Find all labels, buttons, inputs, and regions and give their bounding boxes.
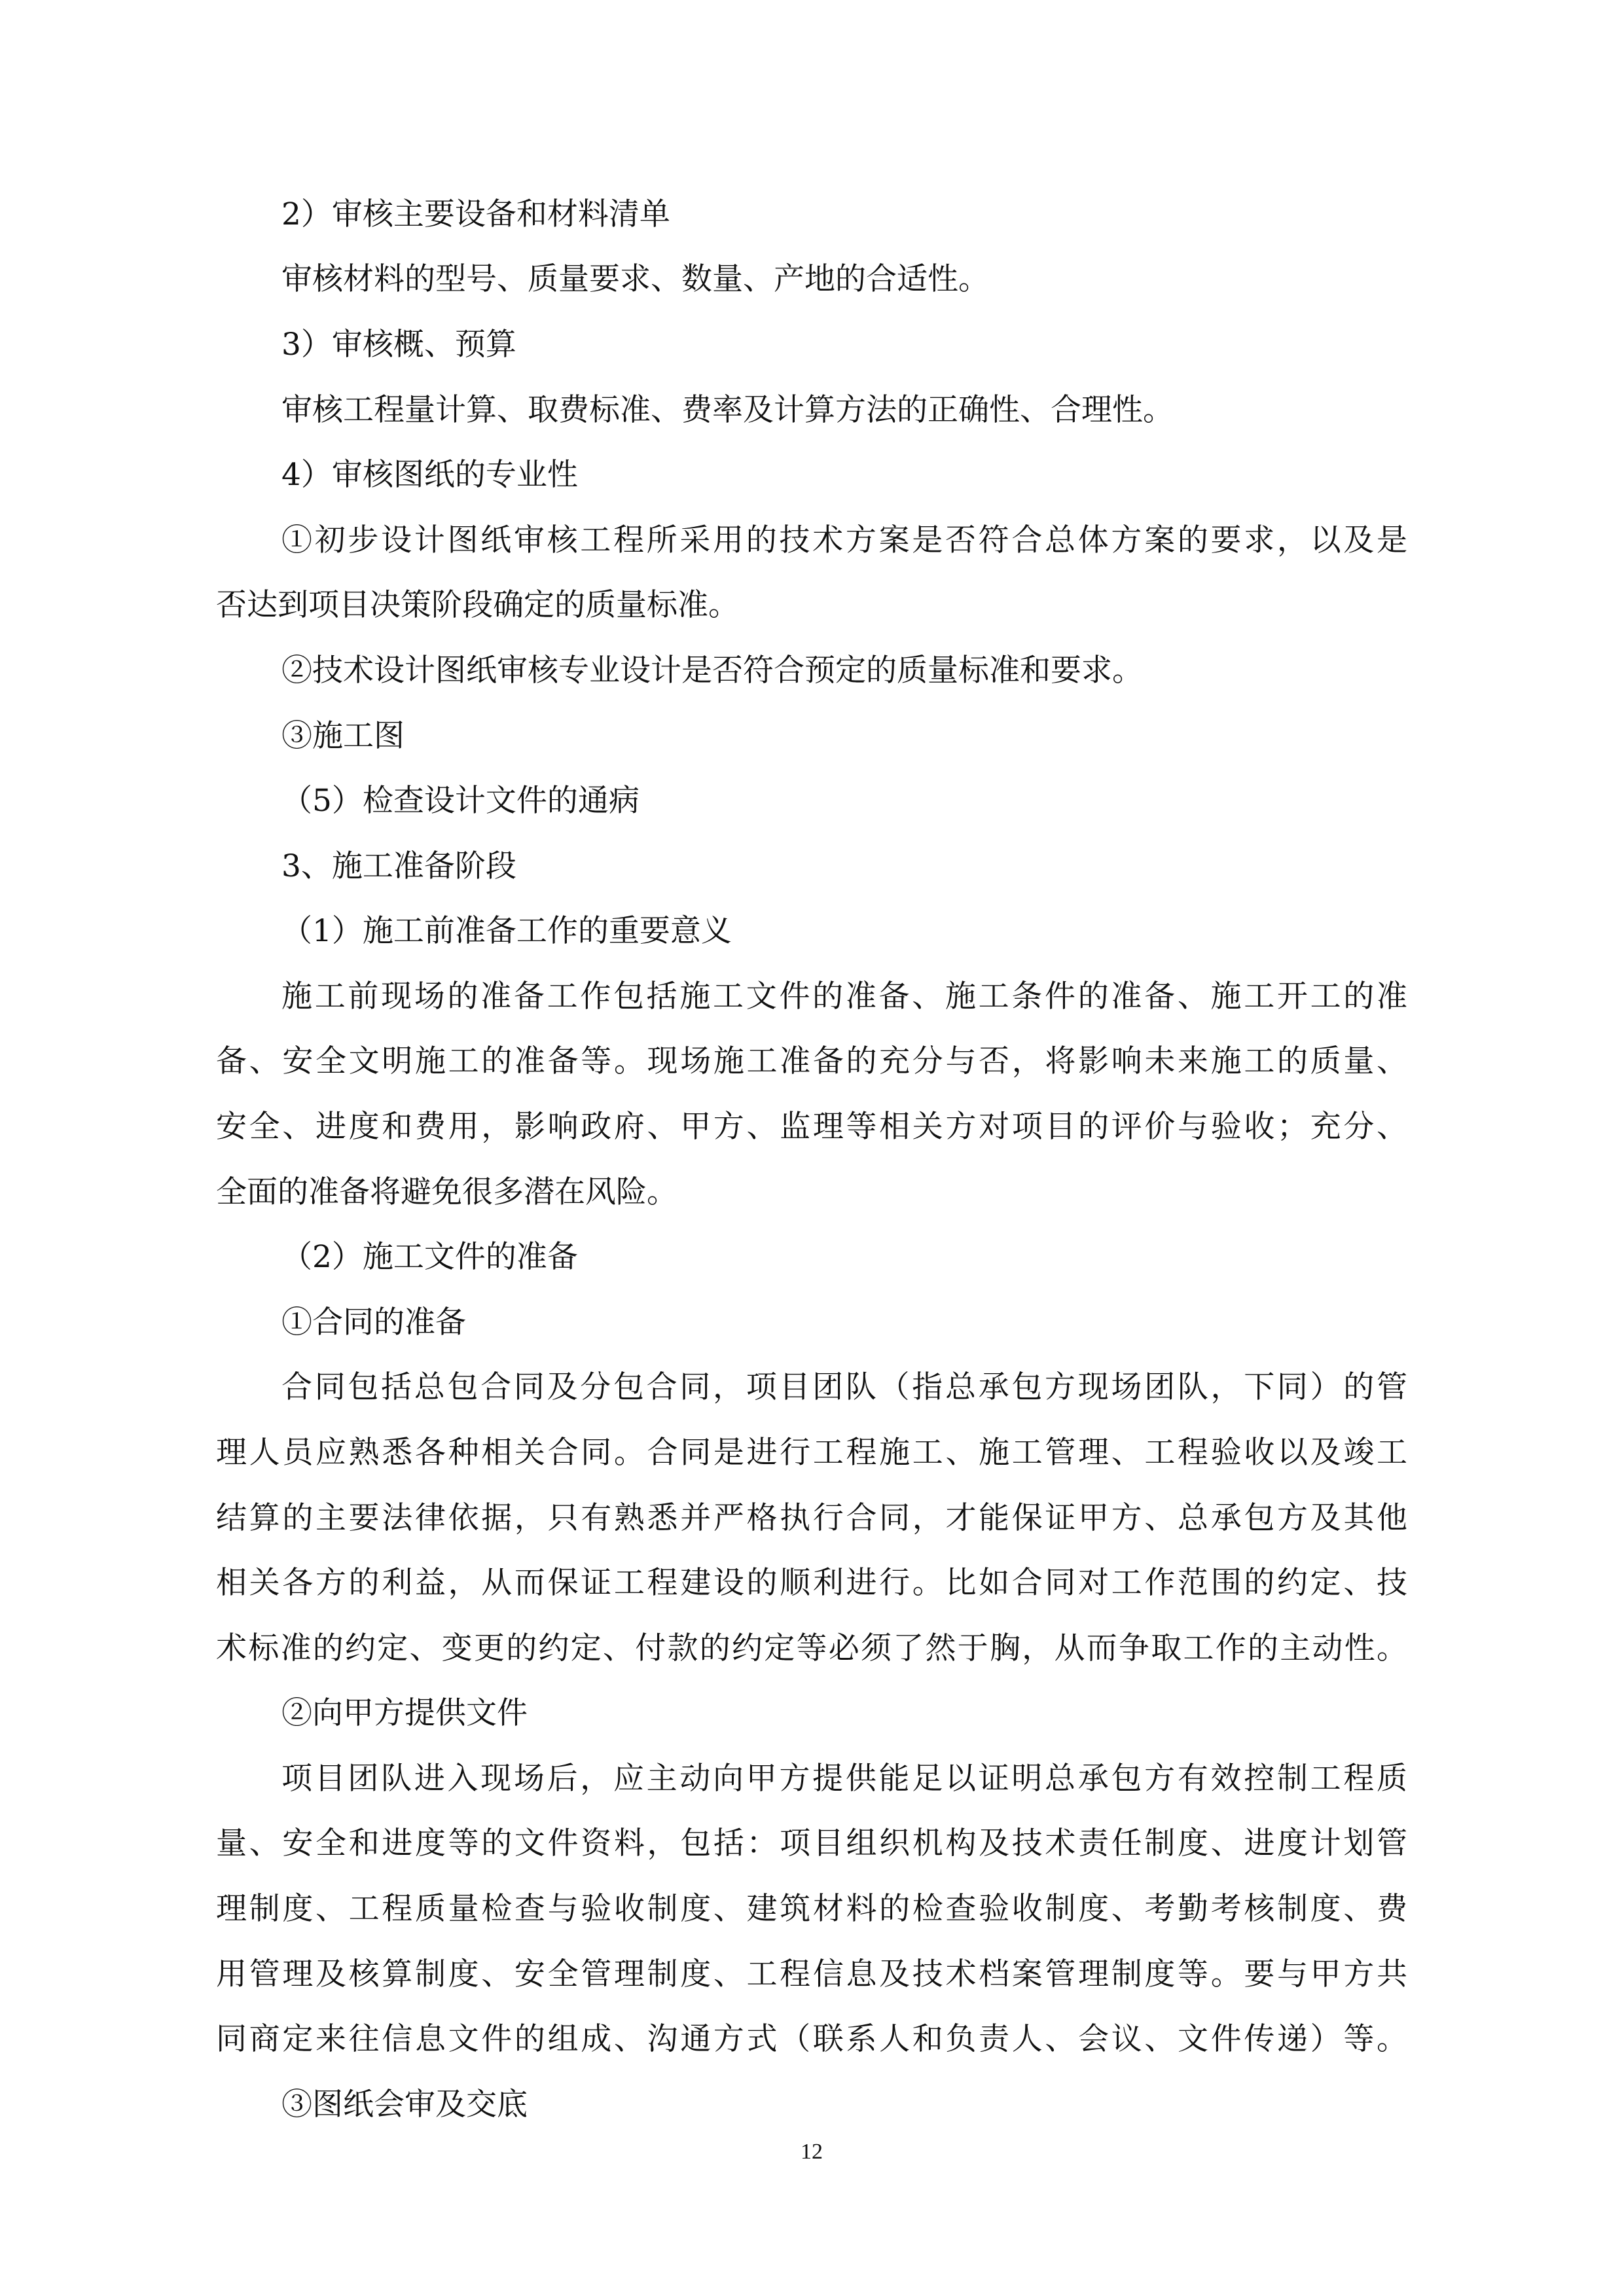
paragraph-line: 安全、进度和费用，影响政府、甲方、监理等相关方对项目的评价与验收；充分、 [216, 1109, 1407, 1145]
heading-documents-to-client: ②向甲方提供文件 [281, 1695, 528, 1731]
heading-construction-preparation: 3、施工准备阶段 [281, 848, 516, 884]
paragraph-line: 量、安全和进度等的文件资料，包括：项目组织机构及技术责任制度、进度计划管 [216, 1825, 1407, 1861]
paragraph-line: 施工前现场的准备工作包括施工文件的准备、施工条件的准备、施工开工的准 [281, 978, 1407, 1014]
paragraph-line: 理制度、工程质量检查与验收制度、建筑材料的检查验收制度、考勤考核制度、费 [216, 1891, 1407, 1927]
heading-review-budget: 3）审核概、预算 [281, 327, 516, 363]
paragraph-line: 审核材料的型号、质量要求、数量、产地的合适性。 [281, 261, 989, 297]
heading-review-equipment-materials: 2）审核主要设备和材料清单 [281, 196, 670, 232]
heading-drawing-review: ③图纸会审及交底 [281, 2087, 528, 2123]
paragraph-line: 相关各方的利益，从而保证工程建设的顺利进行。比如合同对工作范围的约定、技 [216, 1565, 1407, 1601]
heading-preparation-importance: （1）施工前准备工作的重要意义 [281, 913, 732, 949]
heading-contract-preparation: ①合同的准备 [281, 1304, 466, 1340]
paragraph-line: 合同包括总包合同及分包合同，项目团队（指总承包方现场团队，下同）的管 [281, 1369, 1407, 1405]
paragraph-line: 全面的准备将避免很多潜在风险。 [216, 1174, 677, 1210]
paragraph-line: 否达到项目决策阶段确定的质量标准。 [216, 587, 739, 623]
paragraph-line: 备、安全文明施工的准备等。现场施工准备的充分与否，将影响未来施工的质量、 [216, 1043, 1407, 1079]
paragraph-line: 同商定来往信息文件的组成、沟通方式（联系人和负责人、会议、文件传递）等。 [216, 2021, 1407, 2057]
paragraph-line: 审核工程量计算、取费标准、费率及计算方法的正确性、合理性。 [281, 392, 1174, 428]
paragraph-line: ②技术设计图纸审核专业设计是否符合预定的质量标准和要求。 [281, 653, 1143, 689]
paragraph-line: 项目团队进入现场后，应主动向甲方提供能足以证明总承包方有效控制工程质 [281, 1761, 1407, 1797]
page-number: 12 [801, 2140, 823, 2164]
heading-common-defects: （5）检查设计文件的通病 [281, 783, 640, 819]
paragraph-line: ①初步设计图纸审核工程所采用的技术方案是否符合总体方案的要求，以及是 [281, 522, 1407, 558]
paragraph-line: 理人员应熟悉各种相关合同。合同是进行工程施工、施工管理、工程验收以及竣工 [216, 1435, 1407, 1471]
paragraph-line: 结算的主要法律依据，只有熟悉并严格执行合同，才能保证甲方、总承包方及其他 [216, 1500, 1407, 1536]
heading-review-drawings: 4）审核图纸的专业性 [281, 457, 578, 493]
paragraph-line: 用管理及核算制度、安全管理制度、工程信息及技术档案管理制度等。要与甲方共 [216, 1956, 1407, 1992]
heading-construction-documents: （2）施工文件的准备 [281, 1239, 578, 1275]
paragraph-line: ③施工图 [281, 718, 405, 754]
paragraph-line: 术标准的约定、变更的约定、付款的约定等必须了然于胸，从而争取工作的主动性。 [216, 1630, 1407, 1666]
